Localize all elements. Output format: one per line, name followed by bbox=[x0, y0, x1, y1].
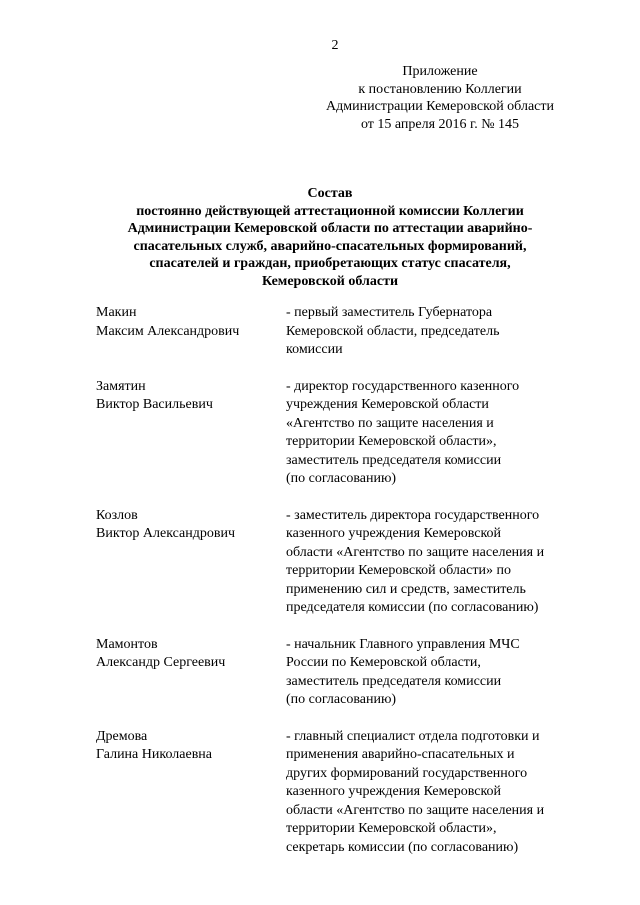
page-number: 2 bbox=[331, 38, 339, 53]
member-role-line: области «Агентство по защите населения и bbox=[286, 802, 545, 818]
member-role-line: территории Кемеровской области», bbox=[286, 434, 497, 449]
appendix-header bbox=[290, 63, 590, 133]
document-title bbox=[80, 185, 580, 290]
member-role-line: - начальник Главного управления МЧС bbox=[286, 636, 520, 652]
appendix-line: Приложение bbox=[402, 64, 478, 79]
member-role bbox=[286, 304, 596, 360]
member-role-line: Кемеровской области, председатель bbox=[286, 323, 500, 339]
member-role-line: территории Кемеровской области» по bbox=[286, 563, 511, 578]
member-role bbox=[286, 378, 596, 489]
member-role-line: России по Кемеровской области, bbox=[286, 655, 481, 670]
member-role-line: казенного учреждения Кемеровской bbox=[286, 526, 502, 541]
member-role-line: - первый заместитель Губернатора bbox=[286, 305, 493, 320]
member-role-line: (по согласованию) bbox=[286, 692, 397, 707]
member-role-line: заместитель председателя комиссии bbox=[286, 673, 502, 689]
member-name bbox=[96, 378, 286, 489]
member-name bbox=[96, 728, 286, 858]
member-role-line: территории Кемеровской области», bbox=[286, 821, 497, 836]
member-role-line: других формирований государственного bbox=[286, 765, 528, 781]
appendix-line: от 15 апреля 2016 г. № 145 bbox=[360, 116, 520, 132]
member-role bbox=[286, 636, 596, 710]
title-line: спасателей и граждан, приобретающих статус спасателя, bbox=[149, 256, 511, 271]
member-role-line: заместитель председателя комиссии bbox=[286, 452, 502, 468]
member-role-line: применения аварийно-спасательных и bbox=[286, 747, 515, 762]
member-role-line: председателя комиссии (по согласованию) bbox=[286, 600, 539, 615]
appendix-line: к постановлению Коллегии bbox=[358, 81, 522, 97]
member-role-line: - директор государственного казенного bbox=[286, 378, 520, 394]
title-line: Состав bbox=[307, 186, 353, 201]
member-name bbox=[96, 636, 286, 710]
title-line: Кемеровской области bbox=[261, 273, 399, 289]
member-surname: Мамонтов bbox=[96, 636, 158, 652]
member-surname: Дремова bbox=[96, 728, 148, 744]
member-given-name: Виктор Васильевич bbox=[96, 397, 213, 412]
member-given-name: Галина Николаевна bbox=[96, 747, 213, 762]
member-role-line: комиссии bbox=[286, 342, 343, 357]
title-line: спасательных служб, аварийно-спасательных формирований, bbox=[133, 238, 527, 254]
member-given-name: Александр Сергеевич bbox=[96, 655, 226, 670]
member-entry bbox=[96, 728, 596, 858]
member-given-name: Виктор Александрович bbox=[96, 526, 236, 541]
member-surname: Замятин bbox=[96, 378, 146, 394]
member-role-line: учреждения Кемеровской области bbox=[286, 397, 489, 412]
member-role-line: казенного учреждения Кемеровской bbox=[286, 784, 502, 799]
member-entry bbox=[96, 636, 596, 710]
member-surname: Макин bbox=[96, 305, 137, 320]
member-name bbox=[96, 507, 286, 618]
member-role-line: (по согласованию) bbox=[286, 471, 397, 486]
member-role-line: - главный специалист отдела подготовки и bbox=[286, 728, 540, 744]
member-role bbox=[286, 507, 596, 618]
member-role-line: «Агентство по защите населения и bbox=[286, 415, 494, 431]
member-entry bbox=[96, 304, 596, 360]
member-given-name: Максим Александрович bbox=[96, 323, 240, 339]
title-line: Администрации Кемеровской области по аттестации аварийно- bbox=[127, 221, 533, 236]
member-entry bbox=[96, 378, 596, 489]
member-role-line: - заместитель директора государственного bbox=[286, 507, 540, 523]
appendix-line: Администрации Кемеровской области bbox=[326, 99, 554, 114]
member-role bbox=[286, 728, 596, 858]
member-role-line: секретарь комиссии (по согласованию) bbox=[286, 839, 519, 855]
member-name bbox=[96, 304, 286, 360]
member-surname: Козлов bbox=[96, 507, 138, 523]
member-entry bbox=[96, 507, 596, 618]
member-role-line: области «Агентство по защите населения и bbox=[286, 544, 545, 560]
title-line: постоянно действующей аттестационной комиссии Коллегии bbox=[136, 203, 524, 219]
commission-members-list bbox=[96, 304, 596, 857]
member-role-line: применению сил и средств, заместитель bbox=[286, 581, 526, 597]
